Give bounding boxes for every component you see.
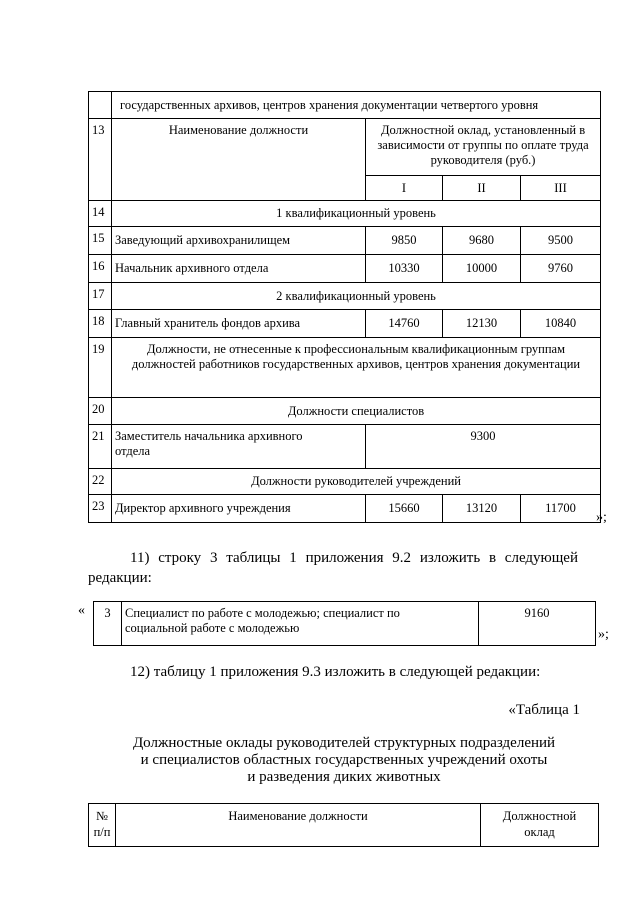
row-number: 19 <box>89 338 112 398</box>
group-header-3: III <box>521 176 601 201</box>
section-label: Должности, не отнесенные к профессиональным квалификационным группам должностей работников государственных архивов, центров хранения документации <box>112 338 601 398</box>
row-number: 21 <box>89 425 112 469</box>
position-name: Главный хранитель фондов архива <box>112 310 366 338</box>
row-number: 23 <box>89 495 112 523</box>
row-number: 14 <box>89 201 112 227</box>
table-row <box>89 495 601 523</box>
row-number: 20 <box>89 398 112 425</box>
salary-table-hunting <box>88 803 599 847</box>
row-number: 18 <box>89 310 112 338</box>
salary-group-3: 9500 <box>521 227 601 255</box>
group-header-2: II <box>443 176 521 201</box>
table-header-continuation: государственных архивов, центров хранения документации четвертого уровня <box>112 92 601 119</box>
position-name: Директор архивного учреждения <box>112 495 366 523</box>
closing-quote: »; <box>598 627 609 642</box>
salary-group-1: 10330 <box>366 255 443 283</box>
row-number: 16 <box>89 255 112 283</box>
amendment-item-12: 12) таблицу 1 приложения 9.3 изложить в следующей редакции: <box>130 664 541 680</box>
salary-table-archives <box>88 91 601 523</box>
salary-group-2: 12130 <box>443 310 521 338</box>
row-number: 17 <box>89 283 112 310</box>
salary-group-3: 10840 <box>521 310 601 338</box>
column-header-number: № п/п <box>89 804 116 847</box>
column-header-salary: Должностной оклад <box>481 804 599 847</box>
table-row <box>89 227 601 255</box>
salary-group-3: 11700 <box>521 495 601 523</box>
table-row <box>89 425 601 469</box>
section-label: 2 квалификационный уровень <box>112 283 601 310</box>
section-label: Должности руководителей учреждений <box>112 469 601 495</box>
salary-group-2: 13120 <box>443 495 521 523</box>
table-header-row <box>89 804 599 847</box>
heading-line: и специалистов областных государственных учреждений охоты <box>140 752 548 768</box>
column-header-position: Наименование должности <box>116 804 481 847</box>
row-number: 22 <box>89 469 112 495</box>
salary-value: 9160 <box>479 602 596 646</box>
position-name: Заведующий архивохранилищем <box>112 227 366 255</box>
salary-table-youth <box>93 601 596 646</box>
section-label: 1 квалификационный уровень <box>112 201 601 227</box>
table-cell <box>89 92 112 119</box>
salary-group-1: 14760 <box>366 310 443 338</box>
salary-group-2: 9680 <box>443 227 521 255</box>
heading-line: и разведения диких животных <box>247 769 441 785</box>
table-row <box>89 255 601 283</box>
document-heading <box>88 735 600 786</box>
closing-quote: »; <box>596 510 607 525</box>
table-row <box>89 338 601 398</box>
position-name: Начальник архивного отдела <box>112 255 366 283</box>
salary-group-1: 9850 <box>366 227 443 255</box>
row-number: 13 <box>89 119 112 201</box>
table-row <box>89 310 601 338</box>
table-row <box>94 602 596 646</box>
section-label: Должности специалистов <box>112 398 601 425</box>
salary-group-1: 15660 <box>366 495 443 523</box>
salary-all-groups: 9300 <box>366 425 601 469</box>
amendment-item-11: 11) строку 3 таблицы 1 приложения 9.2 изложить в следующей редакции: <box>88 550 578 586</box>
position-name: Специалист по работе с молодежью; специалист по социальной работе с молодежью <box>122 602 479 646</box>
table-caption: «Таблица 1 <box>508 702 580 718</box>
table-row <box>89 201 601 227</box>
row-number: 15 <box>89 227 112 255</box>
position-name: Заместитель начальника архивного отдела <box>112 425 366 469</box>
column-header-salary: Должностной оклад, установленный в зависимости от группы по оплате труда руководителя (руб.) <box>366 119 601 176</box>
row-number: 3 <box>94 602 122 646</box>
table-row <box>89 283 601 310</box>
salary-group-2: 10000 <box>443 255 521 283</box>
table-row <box>89 398 601 425</box>
opening-quote: « <box>78 603 85 618</box>
salary-group-3: 9760 <box>521 255 601 283</box>
group-header-1: I <box>366 176 443 201</box>
table-row <box>89 469 601 495</box>
column-header-position: Наименование должности <box>112 119 366 201</box>
heading-line: Должностные оклады руководителей структурных подразделений <box>132 735 556 751</box>
